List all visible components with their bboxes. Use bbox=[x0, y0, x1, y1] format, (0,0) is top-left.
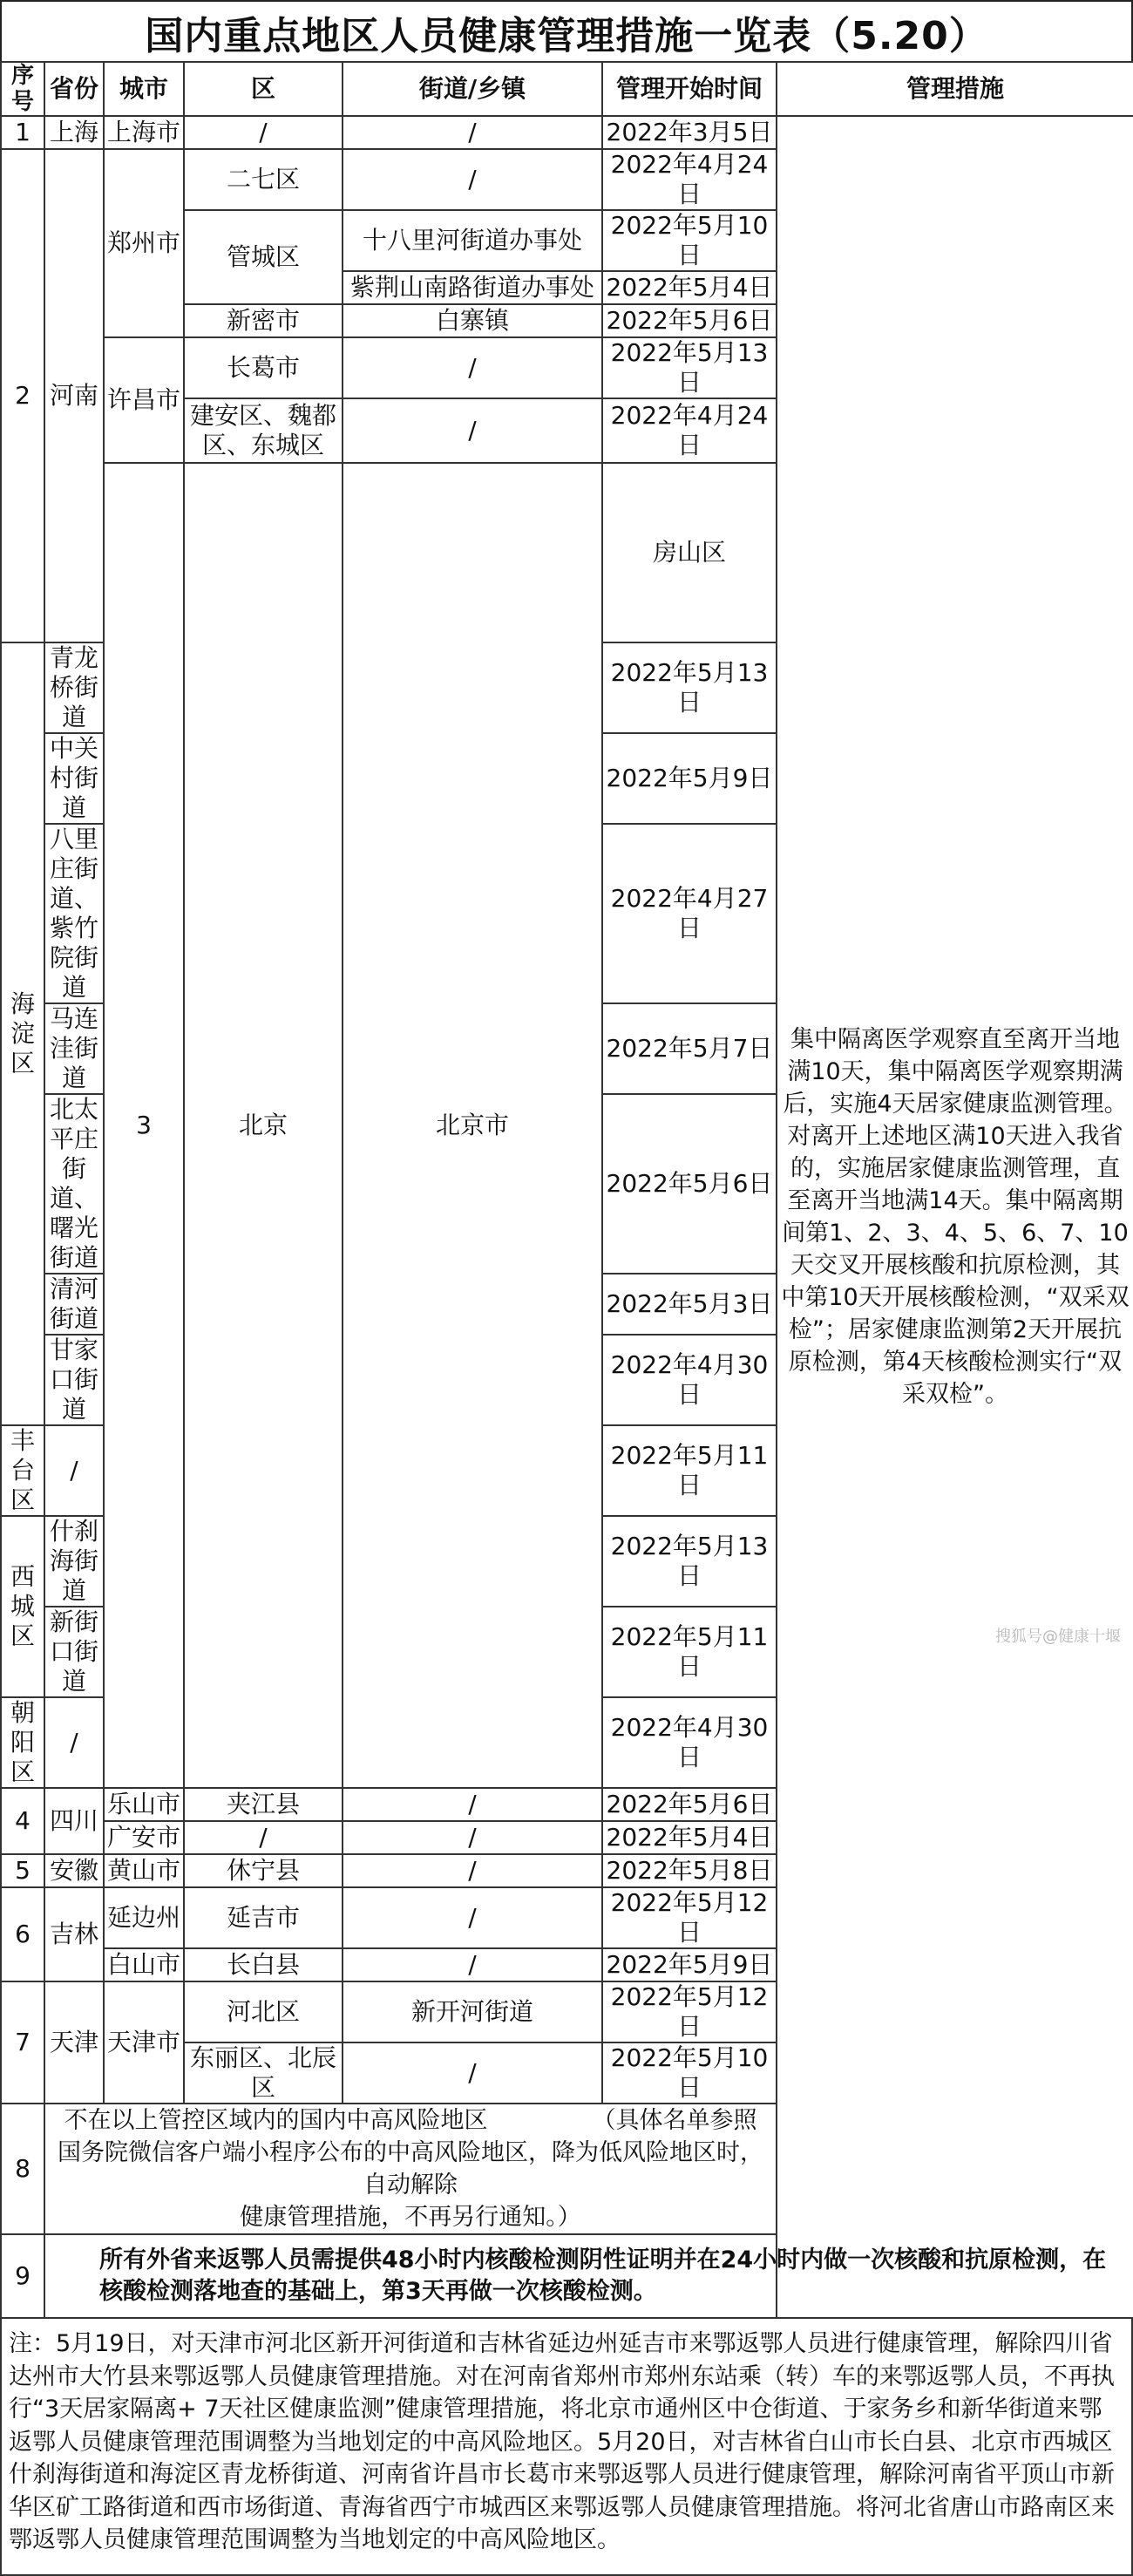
street-cell: / bbox=[343, 116, 602, 149]
district-cell: 长白县 bbox=[184, 1948, 343, 1981]
street-cell: 新街口街道 bbox=[44, 1607, 104, 1697]
header-district: 区 bbox=[184, 62, 343, 116]
street-cell: 八里庄街道、紫竹院街道 bbox=[44, 824, 104, 1003]
district-cell: 海淀区 bbox=[1, 642, 44, 1425]
district-cell: 朝阳区 bbox=[1, 1697, 44, 1788]
other-risk-line-3: 健康管理措施，不再另行通知。） bbox=[240, 2204, 581, 2231]
street-cell: / bbox=[343, 1948, 602, 1981]
province-cell: 河南 bbox=[44, 149, 104, 642]
street-cell: / bbox=[343, 149, 602, 210]
other-risk-line-1b: （具体名单参照 bbox=[592, 2107, 757, 2134]
outside-province-requirement-cell: 所有外省来返鄂人员需提供48小时内核酸检测阴性证明并在24小时内做一次核酸和抗原检测，在核酸检测落地查的基础上，第3天再做一次核酸检测。 bbox=[44, 2234, 1133, 2318]
province-cell: 安徽 bbox=[44, 1854, 104, 1887]
header-province: 省份 bbox=[44, 62, 104, 116]
time-cell: 2022年5月6日 bbox=[602, 1094, 777, 1274]
time-cell: 2022年5月9日 bbox=[602, 733, 777, 824]
street-cell: / bbox=[343, 2042, 602, 2104]
city-cell: 上海市 bbox=[104, 116, 184, 149]
header-start-time: 管理开始时间 bbox=[602, 62, 777, 116]
street-cell: / bbox=[343, 1887, 602, 1948]
other-risk-line-1a: 不在以上管控区域内的国内中高风险地区 bbox=[64, 2107, 488, 2134]
district-cell: 河北区 bbox=[184, 1981, 343, 2042]
time-cell: 2022年5月13日 bbox=[602, 337, 777, 398]
street-cell: 紫荆山南路街道办事处 bbox=[343, 271, 602, 304]
city-cell: 白山市 bbox=[104, 1948, 184, 1981]
seq-cell: 6 bbox=[1, 1887, 44, 1981]
seq-cell: 9 bbox=[1, 2234, 44, 2318]
street-cell: 清河街道 bbox=[44, 1274, 104, 1335]
other-risk-line-2: 国务院微信客户端小程序公布的中高风险地区，降为低风险地区时，自动解除 bbox=[58, 2139, 763, 2199]
street-cell: 甘家口街道 bbox=[44, 1335, 104, 1425]
city-cell: 黄山市 bbox=[104, 1854, 184, 1887]
header-measures: 管理措施 bbox=[777, 62, 1133, 116]
city-cell: 郑州市 bbox=[104, 149, 184, 337]
province-cell: 天津 bbox=[44, 1981, 104, 2104]
time-cell: 2022年5月9日 bbox=[602, 1948, 777, 1981]
street-cell: / bbox=[343, 398, 602, 463]
district-cell: 丰台区 bbox=[1, 1425, 44, 1516]
district-cell: 长葛市 bbox=[184, 337, 343, 398]
district-cell: 房山区 bbox=[602, 463, 777, 642]
time-cell: 2022年5月13日 bbox=[602, 1516, 777, 1607]
street-cell: 新开河街道 bbox=[343, 1981, 602, 2042]
time-cell: 2022年4月27日 bbox=[602, 824, 777, 1003]
street-cell: 白寨镇 bbox=[343, 304, 602, 337]
district-cell: 东丽区、北辰区 bbox=[184, 2042, 343, 2104]
city-cell: 广安市 bbox=[104, 1821, 184, 1854]
seq-cell: 7 bbox=[1, 1981, 44, 2104]
seq-cell: 2 bbox=[1, 149, 44, 642]
time-cell: 2022年5月13日 bbox=[602, 642, 777, 733]
province-cell: 吉林 bbox=[44, 1887, 104, 1981]
note-paragraph: 注：5月19日，对天津市河北区新开河街道和吉林省延边州延吉市来鄂返鄂人员进行健康管理，解除四川省达州市大竹县来鄂返鄂人员健康管理措施。对在河南省郑州市郑州东站乘（转）车的来鄂返鄂人员，不再执行“3天居家隔离+ 7天社区健康监测”健康管理措施，将北京市通州区中仓街道、于家务乡和新华街道来鄂返鄂人员健康管理范围调整为当地划定的中高风险地区。5月20日，对吉林省白山市长白县、北京市西城区什刹海街道和海淀区青龙桥街道、河南省许昌市长葛市来鄂返鄂人员进行健康管理，解除河南省平顶山市新华区矿工路街道和西市场街道、青海省西宁市城西区来鄂返鄂人员健康管理措施。将河北省唐山市路南区来鄂返鄂人员健康管理范围调整为当地划定的中高风险地区。 bbox=[0, 2319, 1133, 2576]
table-row bbox=[1, 116, 1133, 149]
seq-cell: 1 bbox=[1, 116, 44, 149]
city-cell: 乐山市 bbox=[104, 1788, 184, 1821]
district-cell: 管城区 bbox=[184, 210, 343, 304]
district-cell: 延吉市 bbox=[184, 1887, 343, 1948]
header-seq: 序号 bbox=[1, 62, 44, 116]
street-cell: 青龙桥街道 bbox=[44, 642, 104, 733]
street-cell: / bbox=[44, 1697, 104, 1788]
time-cell: 2022年5月12日 bbox=[602, 1887, 777, 1948]
city-cell: 北京市 bbox=[343, 463, 602, 1788]
district-cell: / bbox=[184, 116, 343, 149]
province-cell: 四川 bbox=[44, 1788, 104, 1854]
time-cell: 2022年5月4日 bbox=[602, 271, 777, 304]
watermark: 搜狐号@健康十堰 bbox=[995, 1628, 1121, 1646]
time-cell: 2022年5月6日 bbox=[602, 1788, 777, 1821]
time-cell: 2022年5月4日 bbox=[602, 1821, 777, 1854]
street-cell: 十八里河街道办事处 bbox=[343, 210, 602, 271]
header-street: 街道/乡镇 bbox=[343, 62, 602, 116]
street-cell: / bbox=[343, 1854, 602, 1887]
seq-cell: 4 bbox=[1, 1788, 44, 1854]
time-cell: 2022年5月6日 bbox=[602, 304, 777, 337]
time-cell: 2022年5月10日 bbox=[602, 210, 777, 271]
time-cell: 2022年5月8日 bbox=[602, 1854, 777, 1887]
street-cell: 什刹海街道 bbox=[44, 1516, 104, 1607]
table-row bbox=[1, 2234, 1133, 2318]
street-cell: / bbox=[343, 337, 602, 398]
street-cell: 中关村街道 bbox=[44, 733, 104, 824]
time-cell: 2022年5月12日 bbox=[602, 1981, 777, 2042]
district-cell: 二七区 bbox=[184, 149, 343, 210]
page-title: 国内重点地区人员健康管理措施一览表（5.20） bbox=[0, 0, 1133, 61]
city-cell: 天津市 bbox=[104, 1981, 184, 2104]
time-cell: 2022年5月11日 bbox=[602, 1607, 777, 1697]
other-risk-area-cell bbox=[44, 2104, 777, 2234]
street-cell: / bbox=[343, 1821, 602, 1854]
seq-cell: 5 bbox=[1, 1854, 44, 1887]
district-cell: 新密市 bbox=[184, 304, 343, 337]
city-cell: 延边州 bbox=[104, 1887, 184, 1948]
other-risk-line-1 bbox=[54, 2104, 767, 2137]
time-cell: 2022年4月30日 bbox=[602, 1335, 777, 1425]
district-cell: 建安区、魏都区、东城区 bbox=[184, 398, 343, 463]
table-header-row bbox=[1, 62, 1133, 116]
measures-cell: 集中隔离医学观察直至离开当地满10天，集中隔离医学观察期满后，实施4天居家健康监测管理。对离开上述地区满10天进入我省的，实施居家健康监测管理，直至离开当地满14天。集中隔离期间第1、2、3、4、5、6、7、10天交叉开展核酸和抗原检测，其中第10天开展核酸检测，“双采双检”；居家健康监测第2天开展抗原检测，第4天核酸检测实行“双采双检”。 bbox=[777, 116, 1133, 2318]
province-cell: 北京 bbox=[184, 463, 343, 1788]
province-cell: 上海 bbox=[44, 116, 104, 149]
time-cell: 2022年4月24日 bbox=[602, 149, 777, 210]
time-cell: 2022年5月10日 bbox=[602, 2042, 777, 2104]
time-cell: 2022年3月5日 bbox=[602, 116, 777, 149]
seq-cell: 8 bbox=[1, 2104, 44, 2234]
city-cell: 许昌市 bbox=[104, 337, 184, 463]
street-cell: / bbox=[343, 1788, 602, 1821]
district-cell: / bbox=[184, 1821, 343, 1854]
health-measures-table bbox=[0, 61, 1133, 2319]
time-cell: 2022年4月30日 bbox=[602, 1697, 777, 1788]
street-cell: / bbox=[44, 1425, 104, 1516]
header-city: 城市 bbox=[104, 62, 184, 116]
time-cell: 2022年4月24日 bbox=[602, 398, 777, 463]
time-cell: 2022年5月11日 bbox=[602, 1425, 777, 1516]
district-cell: 夹江县 bbox=[184, 1788, 343, 1821]
time-cell: 2022年5月3日 bbox=[602, 1274, 777, 1335]
street-cell: 北太平庄街道、曙光街道 bbox=[44, 1094, 104, 1274]
street-cell: 马连洼街道 bbox=[44, 1003, 104, 1094]
district-cell: 西城区 bbox=[1, 1516, 44, 1697]
district-cell: 休宁县 bbox=[184, 1854, 343, 1887]
seq-cell: 3 bbox=[104, 463, 184, 1788]
time-cell: 2022年5月7日 bbox=[602, 1003, 777, 1094]
